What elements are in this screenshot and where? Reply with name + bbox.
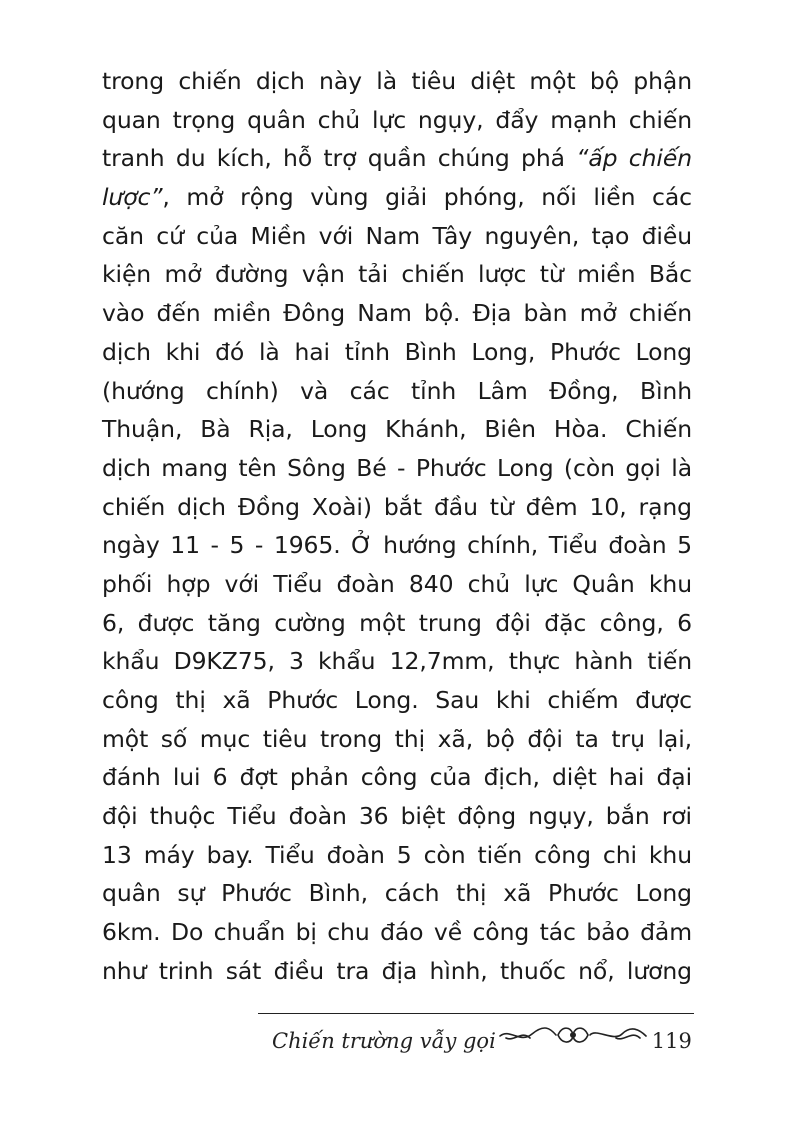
text-line: 6km. Do chuẩn bị chu đáo về công tác bảo đảm (102, 918, 692, 947)
text-line (102, 178, 692, 217)
text-run: , mở rộng vùng giải phóng, nối liền các (162, 183, 692, 212)
text-line: dịch mang tên Sông Bé - Phước Long (còn gọi là (102, 453, 692, 482)
text-line: quan trọng quân chủ lực ngụy, đẩy mạnh chiến (102, 105, 692, 134)
text-line: công thị xã Phước Long. Sau khi chiếm được (102, 686, 692, 714)
body-text (102, 62, 692, 991)
text-line: 13 máy bay. Tiểu đoàn 5 còn tiến công chi khu (102, 840, 692, 869)
footer-rule (258, 1013, 694, 1014)
text-line: phối hợp với Tiểu đoàn 840 chủ lực Quân khu (102, 569, 692, 598)
text-line: (hướng chính) và các tỉnh Lâm Đồng, Bình (102, 376, 692, 405)
text-line: ngày 11 - 5 - 1965. Ở hướng chính, Tiểu đoàn 5 (102, 531, 692, 560)
text-line: 6, được tăng cường một trung đội đặc công, 6 (102, 608, 692, 637)
text-line: vào đến miền Đông Nam bộ. Địa bàn mở chiến (102, 299, 692, 328)
text-line (102, 139, 692, 178)
italic-quote: “ấp chiến (576, 144, 692, 173)
italic-quote: lược” (102, 183, 163, 212)
text-line: một số mục tiêu trong thị xã, bộ đội ta trụ lại, (102, 724, 692, 753)
page-number: 119 (651, 1029, 692, 1053)
text-line: chiến dịch Đồng Xoài) bắt đầu từ đêm 10, rạng (102, 492, 692, 521)
text-line: như trinh sát điều tra địa hình, thuốc nổ, lương (102, 956, 692, 985)
text-line: kiện mở đường vận tải chiến lược từ miền Bắc (102, 260, 692, 289)
text-line: trong chiến dịch này là tiêu diệt một bộ phận (102, 67, 692, 95)
text-line: đánh lui 6 đợt phản công của địch, diệt hai đại (102, 763, 692, 792)
page-footer (272, 1024, 692, 1058)
text-run: tranh du kích, hỗ trợ quần chúng phá (102, 144, 577, 173)
text-line: đội thuộc Tiểu đoàn 36 biệt động ngụy, bắn rơi (102, 802, 692, 831)
text-line: căn cứ của Miền với Nam Tây nguyên, tạo điều (102, 221, 692, 250)
text-line: khẩu D9KZ75, 3 khẩu 12,7mm, thực hành tiến (102, 647, 692, 676)
flourish-ornament-icon (498, 1022, 648, 1060)
text-line: quân sự Phước Bình, cách thị xã Phước Long (102, 879, 692, 908)
running-title: Chiến trường vẫy gọi (272, 1029, 496, 1053)
text-line: Thuận, Bà Rịa, Long Khánh, Biên Hòa. Chiến (102, 415, 692, 444)
text-line: dịch khi đó là hai tỉnh Bình Long, Phước Long (102, 337, 692, 366)
